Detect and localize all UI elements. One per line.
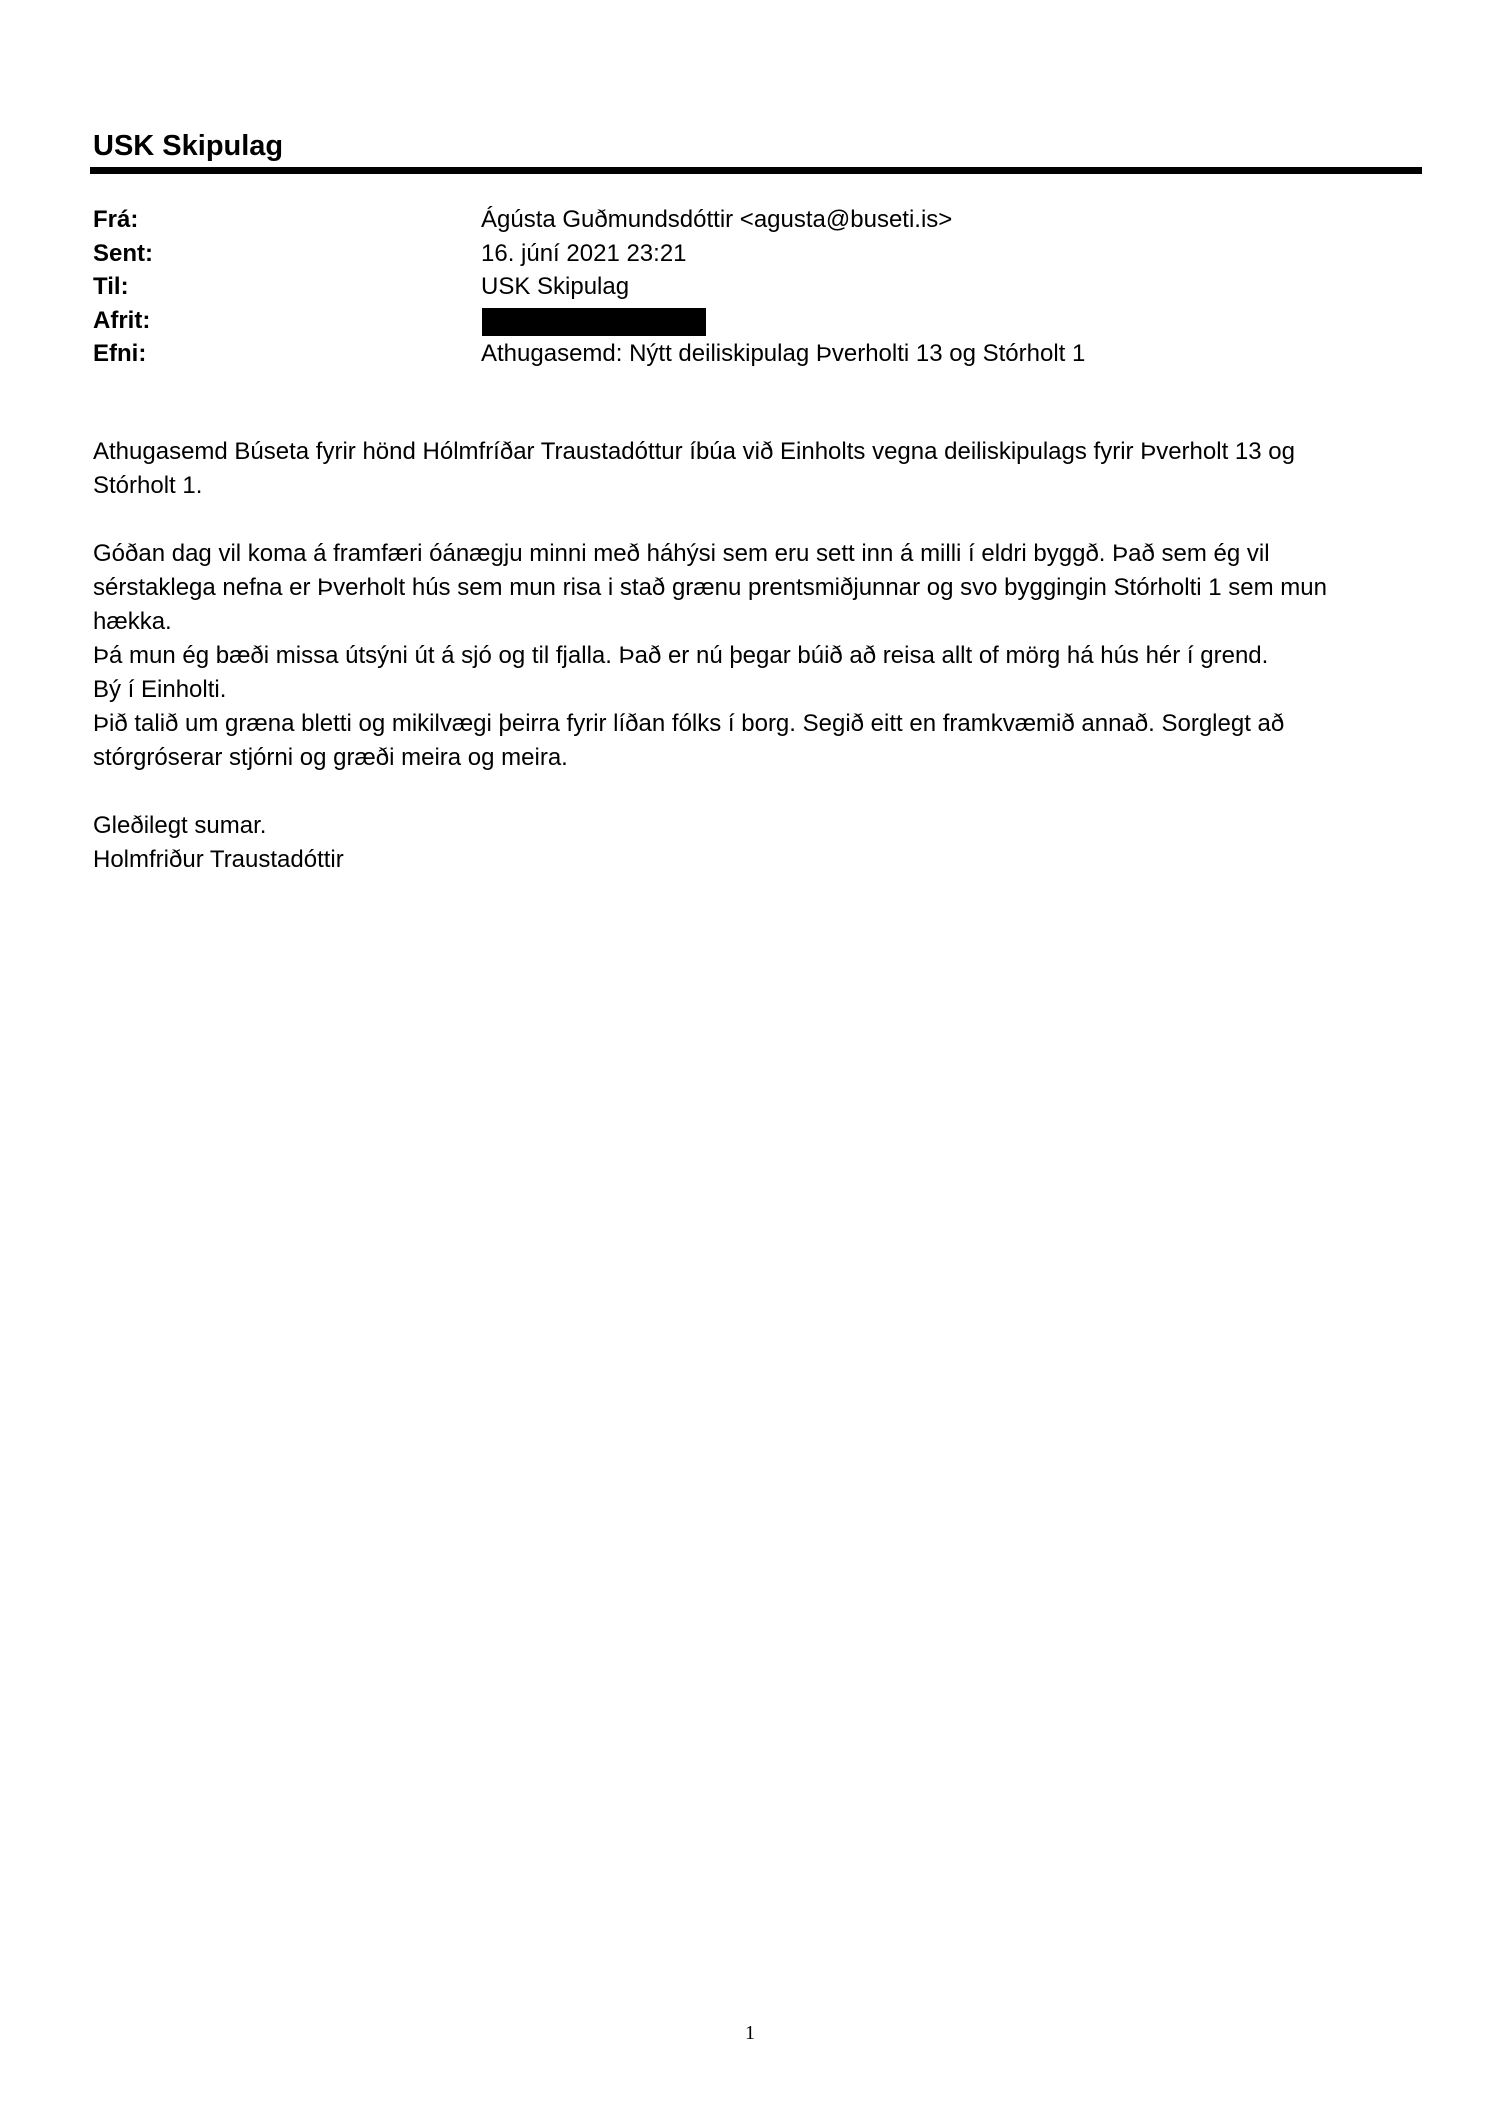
message-body — [93, 435, 1423, 877]
cc-label: Afrit: — [93, 306, 151, 334]
to-value: USK Skipulag — [481, 273, 630, 300]
closing-line: Gleðilegt sumar. — [93, 812, 267, 839]
body-line: hækka. — [93, 608, 172, 635]
header-row-to — [93, 270, 1393, 304]
subject-value: Athugasemd: Nýtt deiliskipulag Þverholti 13 og Stórholt 1 — [481, 340, 1086, 367]
from-label: Frá: — [93, 206, 139, 233]
body-line: sérstaklega nefna er Þverholt hús sem mun risa i stað grænu prentsmiðjunnar og svo byggingin Stórholti 1 sem mun — [93, 574, 1327, 601]
subject-label: Efni: — [93, 340, 147, 367]
sent-value: 16. júní 2021 23:21 — [481, 239, 687, 267]
email-header — [93, 203, 1393, 371]
signature-line: Holmfriður Traustadóttir — [93, 846, 344, 873]
cc-redaction-bar — [482, 308, 706, 336]
from-value: Ágústa Guðmundsdóttir <agusta@buseti.is> — [481, 206, 953, 233]
body-line: stórgróserar stjórni og græði meira og meira. — [93, 744, 568, 771]
paragraph-gap — [93, 503, 1423, 537]
body-line: Góðan dag vil koma á framfæri óánægju minni með háhýsi sem eru sett inn á milli í eldri byggð. Það sem ég vil — [93, 540, 1270, 567]
header-row-from — [93, 203, 1393, 237]
to-label: Til: — [93, 273, 129, 300]
paragraph-gap — [93, 775, 1423, 809]
header-row-sent — [93, 237, 1393, 271]
body-line: Þá mun ég bæði missa útsýni út á sjó og til fjalla. Það er nú þegar búið að reisa allt of mörg há hús hér í grend. — [93, 642, 1269, 669]
header-row-subject — [93, 337, 1393, 371]
body-line: Stórholt 1. — [93, 472, 203, 499]
mailbox-title: USK Skipulag — [93, 130, 284, 162]
header-row-cc — [93, 304, 1393, 338]
sent-label: Sent: — [93, 239, 153, 267]
body-line: Athugasemd Búseta fyrir hönd Hólmfríðar Traustadóttur íbúa við Einholts vegna deiliskipulags fyrir Þverholt 13 og — [93, 438, 1295, 465]
title-divider — [90, 167, 1422, 174]
body-line: Bý í Einholti. — [93, 676, 227, 703]
body-line: Þið talið um græna bletti og mikilvægi þeirra fyrir líðan fólks í borg. Segið eitt en framkvæmið annað. Sorglegt að — [93, 710, 1285, 737]
page-number: 1 — [745, 2022, 755, 2044]
